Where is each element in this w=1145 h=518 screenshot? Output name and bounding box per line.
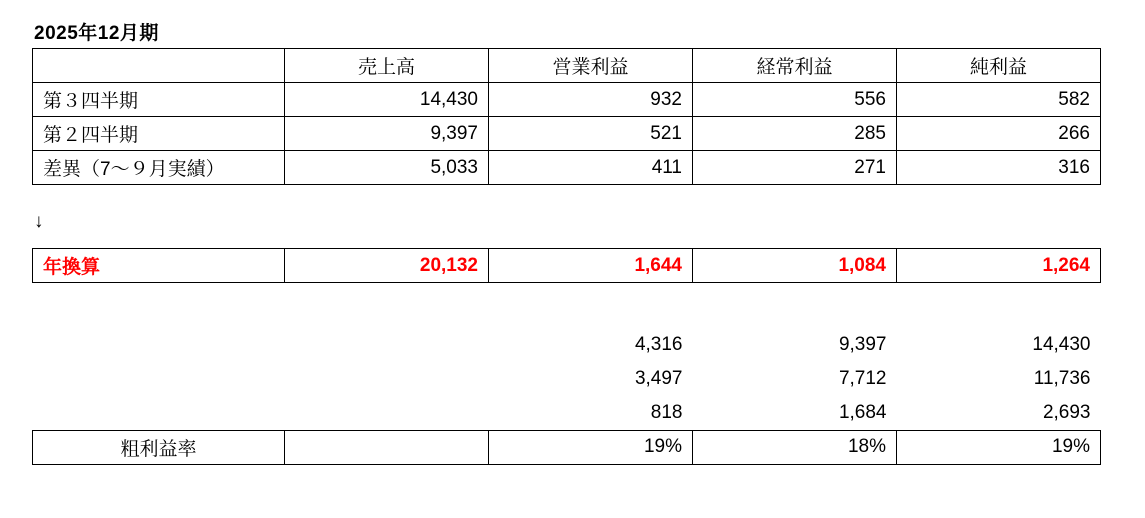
cell-spacer-2 bbox=[285, 362, 489, 396]
cell-annual-operating-profit: 1,644 bbox=[489, 249, 693, 283]
row-label-q3: 第３四半期 bbox=[33, 83, 285, 117]
cell-q2-net-profit: 266 bbox=[897, 117, 1101, 151]
cell-gross-1-a: 4,316 bbox=[634, 334, 683, 355]
row-label-annualized: 年換算 bbox=[33, 249, 285, 283]
cell-gross-3-c: 2,693 bbox=[1042, 401, 1091, 423]
quarterly-results-table bbox=[32, 48, 1101, 185]
table-row bbox=[33, 396, 1101, 430]
cell-gross-1-c: 14,430 bbox=[1032, 334, 1091, 355]
row-label-q2: 第２四半期 bbox=[33, 117, 285, 151]
header-cell-net-profit: 純利益 bbox=[897, 49, 1101, 83]
cell-gross-2-a: 3,497 bbox=[634, 368, 683, 389]
header-cell-operating-profit: 営業利益 bbox=[489, 49, 693, 83]
cell-q3-operating-profit: 932 bbox=[489, 83, 693, 117]
cell-gross-2-b: 7,712 bbox=[838, 368, 887, 389]
cell-q3-ordinary-profit: 556 bbox=[693, 83, 897, 117]
header-cell-blank bbox=[33, 49, 285, 83]
cell-gross-3-a: 818 bbox=[650, 401, 683, 423]
table-row bbox=[33, 362, 1101, 396]
cell-spacer-3 bbox=[285, 396, 489, 430]
gross-margin-table bbox=[32, 328, 1101, 465]
row-label-blank-3 bbox=[33, 396, 285, 430]
table-row bbox=[33, 83, 1101, 117]
cell-gross-3-b: 1,684 bbox=[838, 401, 887, 423]
cell-annual-ordinary-profit: 1,084 bbox=[693, 249, 897, 283]
cell-gross-margin-b: 18% bbox=[693, 430, 897, 464]
cell-q2-operating-profit: 521 bbox=[489, 117, 693, 151]
cell-gross-2-c: 11,736 bbox=[1033, 368, 1091, 389]
table-header-row bbox=[33, 49, 1101, 83]
cell-difference-ordinary-profit: 271 bbox=[693, 151, 897, 185]
cell-spacer-4 bbox=[285, 430, 489, 464]
cell-gross-margin-c: 19% bbox=[897, 430, 1101, 464]
cell-gross-1-b: 9,397 bbox=[838, 334, 887, 355]
cell-spacer-1 bbox=[285, 328, 489, 362]
row-label-blank-1 bbox=[33, 328, 285, 362]
down-arrow-icon: ↓ bbox=[34, 211, 44, 232]
cell-difference-sales: 5,033 bbox=[285, 151, 489, 185]
gross-margin-block bbox=[32, 328, 1101, 465]
cell-q3-net-profit: 582 bbox=[897, 83, 1101, 117]
cell-difference-net-profit: 316 bbox=[897, 151, 1101, 185]
cell-q2-ordinary-profit: 285 bbox=[693, 117, 897, 151]
header-cell-sales: 売上高 bbox=[285, 49, 489, 83]
table-row bbox=[33, 249, 1101, 283]
table-row bbox=[33, 117, 1101, 151]
cell-difference-operating-profit: 411 bbox=[489, 151, 693, 185]
row-label-gross-margin-rate: 粗利益率 bbox=[33, 430, 285, 464]
cell-annual-sales: 20,132 bbox=[285, 249, 489, 283]
cell-gross-margin-a: 19% bbox=[489, 430, 693, 464]
row-label-difference: 差異（7～９月実績） bbox=[33, 151, 285, 185]
cell-annual-net-profit: 1,264 bbox=[897, 249, 1101, 283]
table-row bbox=[33, 430, 1101, 464]
table-row bbox=[33, 151, 1101, 185]
table-row bbox=[33, 328, 1101, 362]
cell-q2-sales: 9,397 bbox=[285, 117, 489, 151]
annual-conversion-table bbox=[32, 248, 1101, 283]
row-label-blank-2 bbox=[33, 362, 285, 396]
header-cell-ordinary-profit: 経常利益 bbox=[693, 49, 897, 83]
cell-q3-sales: 14,430 bbox=[285, 83, 489, 117]
page-title: 2025年12月期 bbox=[34, 23, 159, 44]
